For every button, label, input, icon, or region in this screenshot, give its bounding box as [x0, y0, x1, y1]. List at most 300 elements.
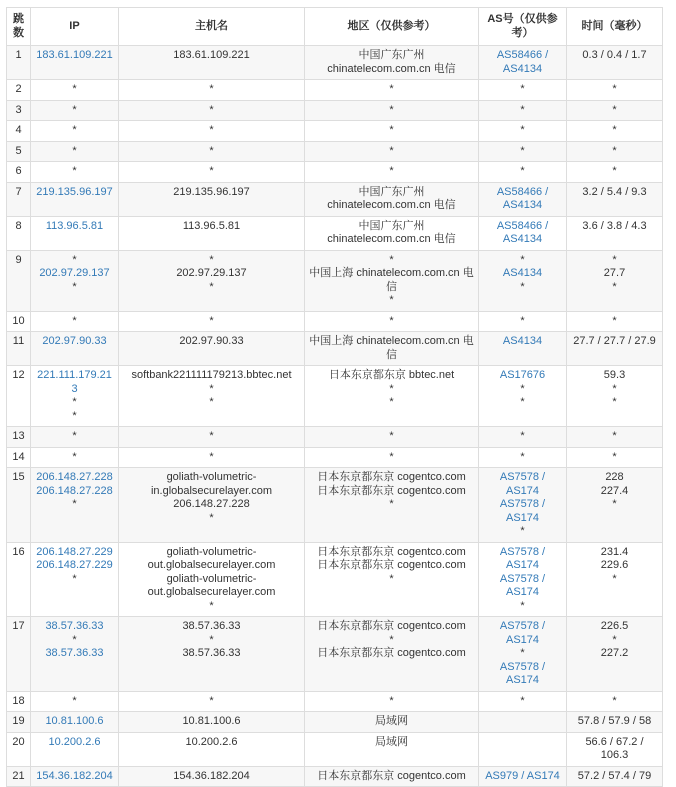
cell-asn: [479, 141, 567, 162]
cell-ip-line: *: [72, 314, 77, 327]
cell-ip-line: [35, 715, 114, 729]
cell-hostname: [119, 766, 305, 787]
cell-ip-line: [35, 559, 114, 573]
cell-hostname-line: *: [209, 124, 214, 136]
cell-region: [305, 447, 479, 468]
cell-ip-line: [35, 546, 114, 560]
cell-region-line: 中国广东广州 chinatelecom.com.cn 电信: [327, 49, 456, 75]
cell-ip: [31, 80, 119, 101]
cell-asn-line: *: [520, 396, 525, 408]
cell-ip-line: [35, 736, 114, 750]
ip-link[interactable]: 10.81.100.6: [45, 715, 104, 727]
cell-asn-line: *: [520, 144, 525, 157]
cell-ip-line: *: [72, 396, 77, 408]
cell-hop-line: 5: [15, 144, 22, 157]
table-row-hop-7: [7, 182, 663, 216]
cell-hop: [7, 732, 31, 766]
cell-hostname-line: 206.148.27.228: [173, 498, 250, 510]
cell-asn-line: [483, 620, 562, 647]
cell-region: [305, 141, 479, 162]
cell-region: [305, 182, 479, 216]
cell-hop: [7, 250, 31, 311]
cell-latency: [567, 766, 663, 787]
cell-latency-line: *: [612, 83, 617, 95]
ip-link[interactable]: 221.111.179.213: [37, 369, 112, 395]
cell-hostname-line: 202.97.29.137: [176, 267, 247, 279]
cell-asn: [479, 542, 567, 617]
cell-hostname-line: *: [209, 280, 214, 293]
cell-ip: [31, 542, 119, 617]
cell-latency-line: 227.2: [600, 647, 629, 659]
cell-hop-line: 3: [15, 103, 22, 116]
cell-asn-line: *: [520, 525, 525, 537]
cell-latency: [567, 366, 663, 427]
cell-ip: [31, 216, 119, 250]
cell-ip-line: *: [72, 253, 77, 266]
cell-hostname-line: 38.57.36.33: [182, 620, 241, 632]
table-row-hop-15: [7, 468, 663, 543]
cell-ip: [31, 250, 119, 311]
cell-region: [305, 617, 479, 692]
asn-link[interactable]: AS7578 / AS174: [499, 572, 546, 598]
cell-hostname: [119, 46, 305, 80]
cell-latency: [567, 46, 663, 80]
cell-region-line: 日本东京都东京 cogentco.com: [317, 559, 466, 571]
cell-hop-line: 9: [15, 253, 22, 266]
cell-ip-line: [35, 369, 114, 396]
cell-region: [305, 732, 479, 766]
cell-hop: [7, 141, 31, 162]
cell-latency: [567, 141, 663, 162]
cell-ip: [31, 332, 119, 366]
ip-link[interactable]: 206.148.27.228: [36, 471, 113, 483]
cell-region-line: 中国上海 chinatelecom.com.cn 电信: [309, 335, 474, 361]
cell-ip: [31, 121, 119, 142]
cell-hostname-line: *: [209, 511, 214, 524]
cell-hop: [7, 121, 31, 142]
cell-ip-line: *: [72, 165, 77, 177]
cell-region-line: *: [389, 633, 394, 646]
cell-hop-line: 13: [12, 430, 25, 442]
header-ip: IP: [31, 8, 119, 46]
cell-region: [305, 100, 479, 121]
header-hop-count: 跳数: [7, 8, 31, 46]
cell-hop: [7, 182, 31, 216]
cell-region-line: 局域网: [375, 715, 408, 727]
cell-ip-line: *: [72, 83, 77, 95]
cell-region-line: *: [389, 498, 394, 510]
ip-link[interactable]: 202.97.29.137: [39, 267, 110, 279]
cell-latency-line: *: [612, 124, 617, 136]
cell-hop-line: 20: [12, 735, 25, 748]
cell-asn-line: [483, 736, 562, 749]
cell-hostname-line: *: [209, 382, 214, 395]
cell-hostname: [119, 182, 305, 216]
cell-region-line: *: [389, 253, 394, 266]
table-row-hop-6: [7, 162, 663, 183]
cell-region-line: *: [389, 165, 394, 177]
asn-link[interactable]: AS17676: [499, 369, 546, 381]
table-row-hop-18: [7, 691, 663, 712]
table-row-hop-13: [7, 427, 663, 448]
cell-region-line: *: [389, 124, 394, 136]
cell-latency-line: 27.7: [603, 267, 626, 279]
cell-hop: [7, 311, 31, 332]
cell-latency-line: *: [612, 450, 617, 463]
cell-hop: [7, 447, 31, 468]
cell-region: [305, 250, 479, 311]
cell-ip-line: *: [72, 409, 77, 422]
cell-latency-line: 57.8 / 57.9 / 58: [577, 715, 652, 727]
cell-latency: [567, 216, 663, 250]
cell-hostname: [119, 216, 305, 250]
cell-asn: [479, 311, 567, 332]
asn-link[interactable]: AS7578 / AS174: [499, 471, 546, 497]
cell-hop-line: 8: [15, 219, 22, 232]
header-as-number: AS号（仅供参考）: [479, 8, 567, 46]
cell-hostname-line: *: [209, 165, 214, 177]
cell-asn: [479, 182, 567, 216]
ip-link[interactable]: 183.61.109.221: [36, 49, 113, 61]
cell-region: [305, 332, 479, 366]
cell-hostname-line: goliath-volumetric-out.globalsecurelayer.com: [147, 545, 276, 571]
cell-ip-line: *: [72, 124, 77, 136]
cell-hostname: [119, 712, 305, 733]
cell-asn: [479, 366, 567, 427]
cell-hop: [7, 766, 31, 787]
cell-latency-line: *: [612, 144, 617, 157]
cell-latency-line: *: [612, 633, 617, 646]
traceroute-table-header: [7, 8, 663, 46]
cell-region: [305, 691, 479, 712]
cell-asn-line: [483, 770, 562, 784]
cell-latency: [567, 468, 663, 543]
cell-region-line: *: [389, 396, 394, 408]
ip-link[interactable]: 206.148.27.228: [36, 484, 113, 497]
cell-hostname: [119, 366, 305, 427]
cell-hostname: [119, 332, 305, 366]
cell-ip: [31, 766, 119, 787]
cell-hostname-line: *: [209, 599, 214, 612]
cell-hop: [7, 542, 31, 617]
cell-hop-line: 18: [12, 694, 25, 707]
asn-link[interactable]: AS58466 / AS4134: [496, 219, 549, 245]
asn-link[interactable]: AS4134: [502, 267, 543, 279]
cell-hostname-line: 10.81.100.6: [182, 715, 241, 727]
cell-region: [305, 46, 479, 80]
cell-ip: [31, 617, 119, 692]
cell-hostname: [119, 468, 305, 543]
cell-ip-line: [35, 335, 114, 349]
table-row-hop-21: [7, 766, 663, 787]
cell-hostname-line: goliath-volumetric-out.globalsecurelayer.com: [147, 572, 276, 598]
cell-asn: [479, 121, 567, 142]
cell-hostname-line: *: [209, 694, 214, 707]
cell-hop-line: 12: [12, 369, 25, 381]
cell-hop: [7, 332, 31, 366]
cell-region: [305, 80, 479, 101]
cell-latency-line: 228: [605, 471, 624, 483]
cell-ip: [31, 732, 119, 766]
asn-link[interactable]: AS58466 / AS4134: [496, 49, 549, 75]
cell-asn-line: *: [520, 694, 525, 707]
cell-latency-line: *: [612, 103, 617, 116]
cell-hop-line: 4: [15, 124, 22, 136]
cell-region: [305, 311, 479, 332]
cell-region-line: *: [389, 314, 394, 327]
cell-hop-line: 1: [15, 49, 22, 61]
cell-ip-line: [35, 220, 114, 234]
cell-hostname-line: *: [209, 430, 214, 442]
cell-hop-line: 10: [12, 314, 25, 327]
cell-region: [305, 542, 479, 617]
asn-link[interactable]: AS4134: [502, 335, 543, 347]
cell-hostname: [119, 427, 305, 448]
cell-ip-line: *: [72, 103, 77, 116]
cell-hop-line: 2: [15, 83, 22, 95]
cell-region-line: 中国广东广州 chinatelecom.com.cn 电信: [327, 219, 456, 245]
cell-asn-line: *: [520, 253, 525, 266]
cell-asn-line: [483, 267, 562, 281]
cell-region-line: *: [389, 430, 394, 442]
cell-ip-line: [35, 267, 114, 281]
cell-latency-line: 231.4: [600, 545, 629, 558]
ip-link[interactable]: 38.57.36.33: [45, 620, 104, 632]
cell-ip-line: *: [72, 450, 77, 463]
cell-hop-line: 6: [15, 165, 22, 177]
cell-hostname: [119, 141, 305, 162]
cell-asn-line: [483, 369, 562, 383]
cell-region-line: 日本东京都东京 cogentco.com: [317, 545, 466, 558]
cell-latency: [567, 447, 663, 468]
cell-asn-line: *: [520, 124, 525, 136]
cell-asn-line: [483, 498, 562, 525]
ip-link[interactable]: 38.57.36.33: [45, 647, 104, 659]
cell-ip: [31, 468, 119, 543]
table-row-hop-11: [7, 332, 663, 366]
cell-asn-line: [483, 573, 562, 600]
cell-asn: [479, 162, 567, 183]
cell-hostname: [119, 732, 305, 766]
header-hostname: 主机名: [119, 8, 305, 46]
cell-ip-line: *: [72, 280, 77, 293]
cell-asn-line: *: [520, 83, 525, 95]
cell-latency-line: 3.6 / 3.8 / 4.3: [582, 219, 647, 232]
cell-hostname: [119, 121, 305, 142]
cell-latency-line: 3.2 / 5.4 / 9.3: [582, 185, 647, 198]
ip-link[interactable]: 219.135.96.197: [36, 185, 113, 198]
cell-ip: [31, 366, 119, 427]
cell-latency-line: 227.4: [600, 484, 629, 497]
table-row-hop-19: [7, 712, 663, 733]
traceroute-table-body: [7, 46, 663, 787]
ip-link[interactable]: 206.148.27.229: [36, 559, 113, 571]
cell-asn-line: *: [520, 165, 525, 177]
asn-link[interactable]: AS58466 / AS4134: [496, 185, 549, 211]
cell-asn-line: [483, 546, 562, 573]
ip-link[interactable]: 113.96.5.81: [45, 219, 104, 232]
table-row-hop-2: [7, 80, 663, 101]
cell-hostname-line: 154.36.182.204: [173, 769, 250, 782]
cell-latency: [567, 100, 663, 121]
cell-ip-line: [35, 620, 114, 634]
cell-asn: [479, 691, 567, 712]
cell-latency-line: *: [612, 314, 617, 327]
cell-latency: [567, 732, 663, 766]
cell-hostname-line: 113.96.5.81: [182, 219, 241, 232]
cell-latency: [567, 250, 663, 311]
cell-hop-line: 16: [12, 545, 25, 558]
cell-asn-line: *: [520, 314, 525, 327]
cell-ip-line: *: [72, 144, 77, 157]
cell-ip: [31, 691, 119, 712]
cell-hop-line: 19: [12, 715, 25, 727]
cell-latency-line: 59.3: [603, 369, 626, 381]
cell-hostname: [119, 447, 305, 468]
cell-region-line: *: [389, 103, 394, 116]
cell-latency-line: *: [612, 382, 617, 395]
cell-hostname-line: *: [209, 450, 214, 463]
cell-region-line: *: [389, 450, 394, 463]
cell-hostname-line: 219.135.96.197: [173, 185, 250, 198]
asn-link[interactable]: AS979 / AS174: [485, 769, 560, 782]
asn-link[interactable]: AS7578 / AS174: [499, 545, 546, 571]
table-row-hop-9: [7, 250, 663, 311]
cell-latency-line: *: [612, 396, 617, 408]
cell-hostname-line: *: [209, 633, 214, 646]
cell-hop: [7, 366, 31, 427]
cell-region-line: 日本东京都东京 bbtec.net: [328, 369, 455, 381]
cell-region-line: 日本东京都东京 cogentco.com: [317, 471, 466, 483]
cell-region: [305, 427, 479, 448]
cell-hop: [7, 80, 31, 101]
cell-ip: [31, 182, 119, 216]
cell-asn: [479, 80, 567, 101]
ip-link[interactable]: 154.36.182.204: [36, 769, 113, 782]
asn-link[interactable]: AS7578 / AS174: [499, 660, 546, 686]
cell-latency-line: 229.6: [600, 559, 629, 571]
cell-latency: [567, 121, 663, 142]
cell-ip: [31, 162, 119, 183]
cell-asn-line: [483, 715, 562, 728]
cell-hostname-line: *: [209, 314, 214, 327]
cell-hop-line: 11: [12, 335, 25, 347]
cell-latency: [567, 332, 663, 366]
traceroute-table: [6, 7, 663, 787]
cell-asn: [479, 766, 567, 787]
cell-latency: [567, 617, 663, 692]
cell-region: [305, 468, 479, 543]
cell-hop: [7, 216, 31, 250]
cell-asn: [479, 46, 567, 80]
cell-asn-line: [483, 471, 562, 498]
cell-hostname-line: goliath-volumetric-in.globalsecurelayer.com: [150, 471, 273, 497]
cell-asn: [479, 216, 567, 250]
cell-ip-line: *: [72, 498, 77, 510]
cell-latency: [567, 542, 663, 617]
cell-region-line: *: [389, 144, 394, 157]
table-row-hop-20: [7, 732, 663, 766]
cell-latency-line: *: [612, 165, 617, 177]
cell-hop: [7, 712, 31, 733]
cell-asn-line: [483, 661, 562, 688]
cell-latency-line: *: [612, 280, 617, 293]
table-row-hop-4: [7, 121, 663, 142]
ip-link[interactable]: 10.200.2.6: [48, 735, 101, 748]
cell-asn-line: *: [520, 382, 525, 395]
cell-ip-line: [35, 471, 114, 485]
cell-asn: [479, 468, 567, 543]
cell-region-line: *: [389, 294, 394, 306]
cell-hostname-line: 183.61.109.221: [173, 49, 250, 61]
cell-ip: [31, 46, 119, 80]
cell-hostname-line: softbank221111179213.bbtec.net: [131, 369, 292, 381]
cell-hostname-line: 10.200.2.6: [185, 735, 238, 748]
header-region: 地区（仅供参考）: [305, 8, 479, 46]
header-row: [7, 8, 663, 46]
cell-asn: [479, 732, 567, 766]
cell-asn-line: *: [520, 430, 525, 442]
cell-region-line: *: [389, 694, 394, 707]
cell-region-line: 日本东京都东京 cogentco.com: [317, 484, 466, 497]
cell-latency-line: *: [612, 498, 617, 510]
cell-asn-line: [483, 186, 562, 213]
cell-asn: [479, 427, 567, 448]
cell-ip-line: *: [72, 694, 77, 707]
cell-asn-line: *: [520, 599, 525, 612]
cell-hostname-line: *: [209, 144, 214, 157]
cell-latency-line: 27.7 / 27.7 / 27.9: [573, 335, 656, 347]
asn-link[interactable]: AS7578 / AS174: [499, 620, 546, 646]
cell-hostname: [119, 250, 305, 311]
cell-asn: [479, 100, 567, 121]
cell-hop: [7, 691, 31, 712]
table-row-hop-12: [7, 366, 663, 427]
cell-latency: [567, 182, 663, 216]
cell-hostname: [119, 617, 305, 692]
header-latency: 时间（毫秒）: [567, 8, 663, 46]
cell-asn-line: *: [520, 647, 525, 659]
cell-hostname: [119, 100, 305, 121]
cell-hostname: [119, 162, 305, 183]
table-row-hop-3: [7, 100, 663, 121]
asn-link[interactable]: AS7578 / AS174: [499, 498, 546, 524]
cell-hop-line: 17: [12, 620, 25, 632]
cell-hostname-line: *: [209, 103, 214, 116]
cell-asn-line: *: [520, 450, 525, 463]
cell-asn-line: [483, 49, 562, 76]
cell-latency: [567, 427, 663, 448]
cell-latency-line: 0.3 / 0.4 / 1.7: [582, 49, 647, 61]
cell-ip-line: [35, 485, 114, 499]
cell-hop-line: 14: [12, 450, 25, 463]
table-row-hop-10: [7, 311, 663, 332]
cell-region: [305, 766, 479, 787]
cell-region-line: *: [389, 572, 394, 585]
cell-latency: [567, 712, 663, 733]
cell-ip: [31, 311, 119, 332]
cell-hop: [7, 427, 31, 448]
ip-link[interactable]: 202.97.90.33: [42, 335, 107, 347]
cell-hostname-line: *: [209, 396, 214, 408]
cell-region-line: 日本东京都东京 cogentco.com: [317, 647, 466, 659]
cell-ip: [31, 141, 119, 162]
cell-ip-line: *: [72, 572, 77, 585]
cell-latency-line: 226.5: [600, 620, 629, 632]
cell-hop: [7, 468, 31, 543]
ip-link[interactable]: 206.148.27.229: [36, 545, 113, 558]
cell-latency-line: *: [612, 253, 617, 266]
